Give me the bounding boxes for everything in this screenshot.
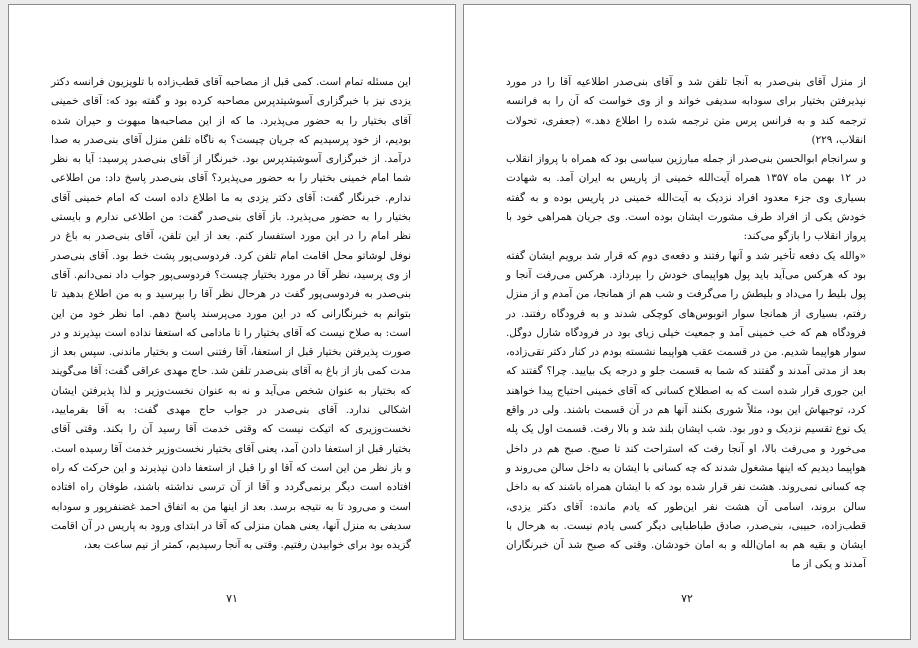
right-paragraph-1: از منزل آقای بنی‌صدر به آنجا تلفن شد و آقای بنی‌صدر اطلاعیه آقا را در مورد نپذیرفتن بختیار برای سودابه سدیفی خواند و از وی خواست که آن را به فرانسه ترجمه کند و به فرانس پرس متن ترجمه شده را اطلاع دهد.» (جعفری، تحولات انقلاب، ۲۲۹) bbox=[506, 76, 866, 146]
right-page-number: ۷۲ bbox=[681, 592, 693, 605]
right-page bbox=[463, 4, 911, 640]
left-page bbox=[8, 4, 456, 640]
right-page-body bbox=[506, 73, 866, 575]
right-paragraph-2: و سرانجام ابوالحسن بنی‌صدر از جمله مبارزین سیاسی بود که همراه با پرواز انقلاب در ۱۲ بهمن ماه ۱۳۵۷ همراه آیت‌الله خمینی از پاریس به ایران آمد. به شهادت بسیاری وی جزء معدود افراد نزدیک به آیت‌الله خمینی در پاریس بوده و به گفته خودش یکی از افراد طرف مشورت ایشان بوده است. وی جریان همراهی خود با پرواز انقلاب را بازگو می‌کند: bbox=[506, 153, 867, 243]
left-paragraph-1: این مسئله تمام است. کمی قبل از مصاحبه آقای قطب‌زاده با تلویزیون فرانسه دکتر یزدی نیز با خبرگزاری آسوشیتدپرس مصاحبه کرده بود و گفته بود که: آقای خمینی آقای بختیار را به حضور می‌پذیرد. ما که از این مصاحبه‌ها مبهوت و حیران شده بودیم، از خود پرسیدیم که جریان چیست؟ به ناگاه تلفن منزل آقای بنی‌صدر به صدا درآمد. از خبرگزاری آسوشیتدپرس بود. خبرنگار از آقای بنی‌صدر پرسید: آیا به نظر شما امام خمینی بختیار را به حضور می‌پذیرد؟ آقای بنی‌صدر پاسخ داد: من اطلاعی ندارم. خبرنگار گفت: آقای دکتر یزدی به ما اطلاع داده است که امام خمینی آقای بختیار را به حضور می‌پذیرد. باز آقای بنی‌صدر گفت: من اطلاعی ندارم و بایستی نظر امام را در این مورد استفسار کنم. بعد از این تلفن، آقای بنی‌صدر به باغ در نوفل لوشاتو محل اقامت امام تلفن کرد. فردوسی‌پور پشت خط بود. آقای بنی‌صدر از وی پرسید، نظر آقا در مورد بختیار چیست؟ فردوسی‌پور جواب داد نمی‌دانم. آقای بنی‌صدر به فردوسی‌پور گفت در هرحال نظر آقا را بپرسید و به من اطلاع بدهید تا بتوانم به خبرنگارانی که در این مورد می‌پرسند پاسخ دهم. اما نظر خود من این است: به صلاح نیست که آقای بختیار را تا مادامی که استعفا نداده است بپذیرند و در صورت پذیرفتن بختیار قبل از استعفا، آقا رفتنی است و بختیار ماندنی. سپس بعد از مدت کمی باز از باغ به آقای بنی‌صدر تلفن شد. حاج مهدی عراقی گفت: آقا می‌گویند که بختیار به عنوان شخص می‌آید و نه به عنوان نخست‌وزیر و لذا پذیرفتن ایشان اشکالی ندارد. آقای بنی‌صدر در جواب حاج مهدی گفت: به آقا بفرمایید، نخست‌وزیری که اتیکت نیست که وقتی خدمت آقا رسید آن را بکند. وقتی آقای بختیار قبل از استعفا دادن آمد، یعنی آقای بختیار نخست‌وزیر خدمت آقا رسیده است. و باز نظر من این است که آقا او را قبل از استعفا دادن نپذیرند و این حرکت که راه افتاده است دیگر برنمی‌گردد و آقا از آن ترسی نداشته باشند، طوفان راه افتاده است و می‌رود تا به نتیجه برسد. بعد از اینها من به اتفاق احمد غضنفرپور و سودابه سدیفی به منزل آنها، یعنی همان منزلی که آقا در ابتدای ورود به پاریس در آن اقامت گزیده بود برای خوابیدن رفتیم. وقتی به آنجا رسیدیم، کمتر از نیم ساعت بعد، bbox=[51, 76, 411, 552]
left-page-number: ۷۱ bbox=[226, 592, 238, 605]
left-page-body bbox=[51, 73, 411, 555]
right-paragraph-3: «والله یک دفعه تأخیر شد و آنها رفتند و دفعه‌ی دوم که قرار شد برویم ایشان گفته بود که هرکس می‌آید باید پول هواپیمای خودش را بپردازد. هرکس می‌رفت آنجا و پول بلیط را می‌داد و بلیطش را می‌گرفت و شب هم از همانجا، من آمدم و از منزل رفتم، بسیاری از همانجا سوار اتوبوس‌های کوچکی شدند و به فرودگاه رفتند. در فرودگاه هم که خب خمینی آمد و جمعیت خیلی زیای بود در فرودگاه شارل دوگل. سوار هواپیما شدیم. من در قسمت عقب هواپیما نشسته بودم در کنار دکتر تقی‌زاده، بعد از مدتی آمدند و گفتند که شما به قسمت جلو و درجه یک بیایید. چرا؟ گفتند که این جوری قرار شده است که به اصطلاح کسانی که آقای خمینی احتیاج پیدا خواهند کرد، توجیهاش این بود، مثلاً شوری بکنند آنها هم در آن قسمت باشند. ولی در واقع یک نوع تقسیم نزدیک و دور بود. شب ایشان بلند شد و بالا رفت. قسمت اول یک پله می‌خورد و می‌رفت بالا، او آنجا رفت که استراحت کند تا صبح. صبح هم در داخل هواپیما دیدیم که اینها مشغول شدند که چه کسانی با ایشان به داخل سالن می‌روند و چه کسانی نمی‌روند. هشت نفر قرار شده بود که با ایشان همراه باشند که به داخل سالن بروند، اسامی آن هشت نفر این‌طور که یادم مانده: آقای دکتر یزدی، قطب‌زاده، حبیبی، بنی‌صدر، صادق طباطبایی دیگر کسی یادم نیست. به هرحال با ایشان و بقیه هم به امان‌الله و به امان خودشان. وقتی که صبح شد آن خبرنگاران آمدند و یکی از ما bbox=[506, 249, 866, 571]
